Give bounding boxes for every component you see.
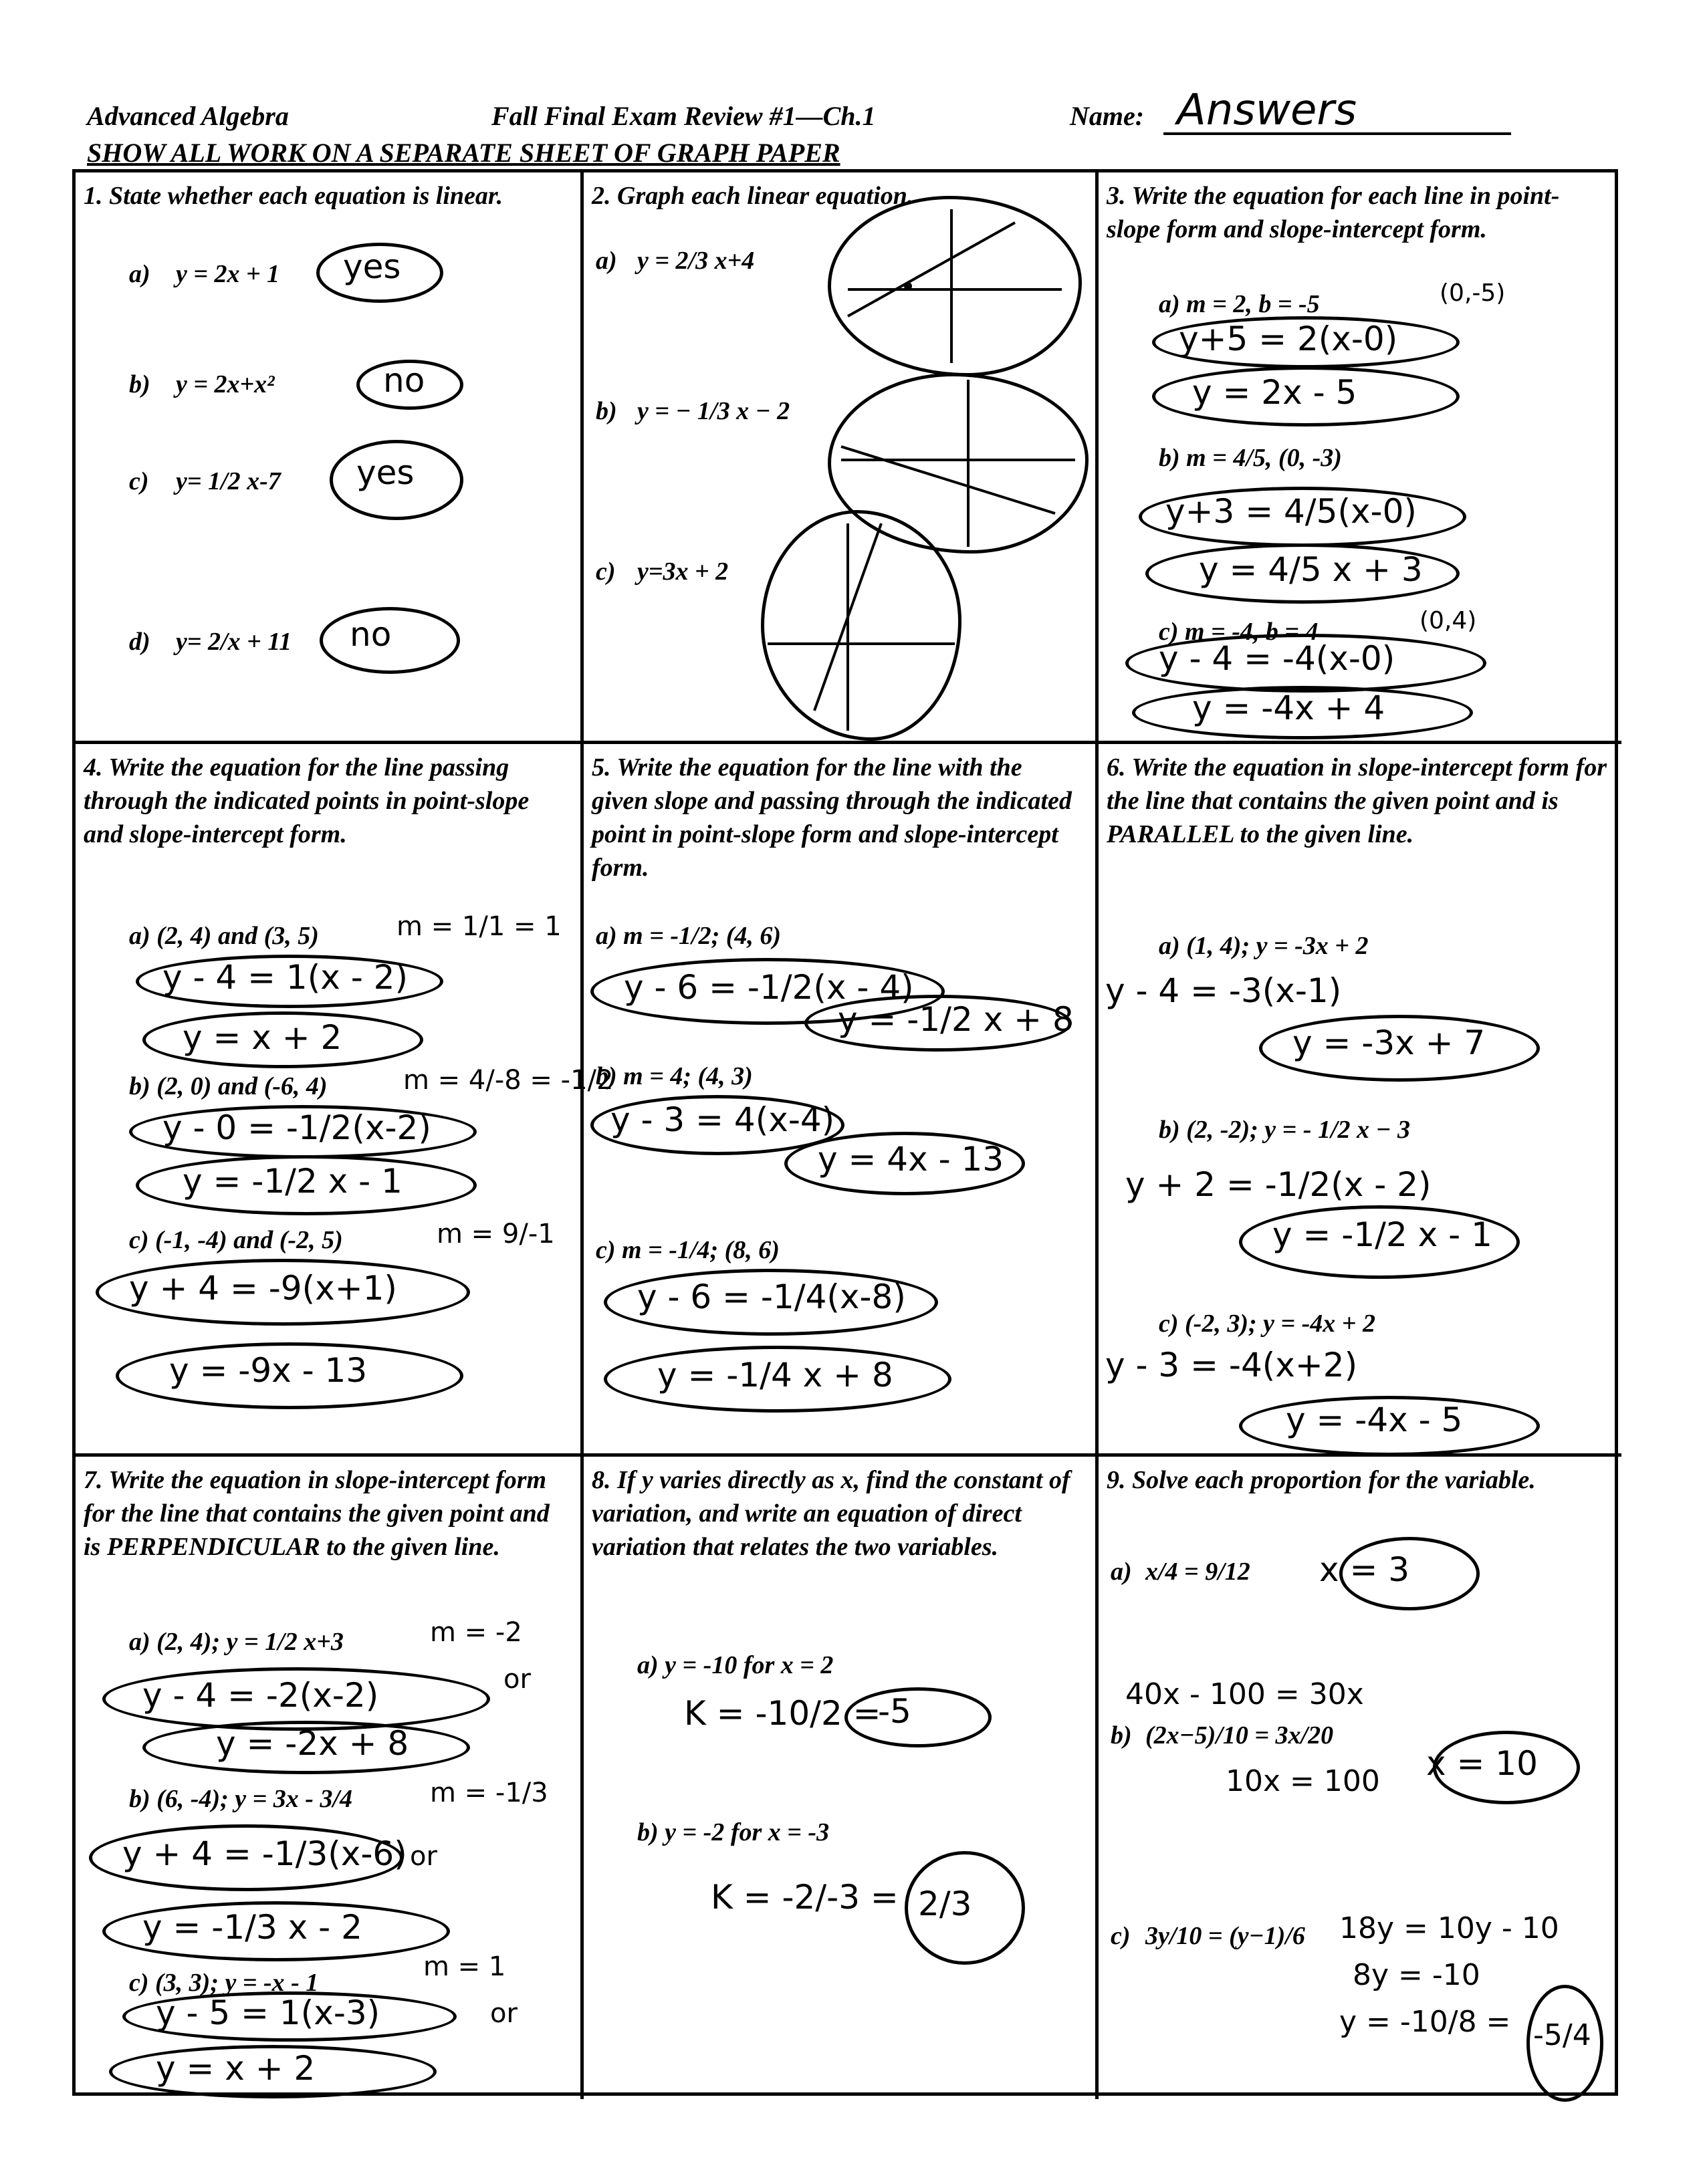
q9c-work3: y = -10/8 = xyxy=(1339,2005,1511,2039)
q6c-given: c) (-2, 3); y = -4x + 2 xyxy=(1159,1310,1375,1338)
q9b-work2: 10x = 100 xyxy=(1226,1764,1380,1798)
name-answer: Answers xyxy=(1177,86,1357,135)
q4b-ps: y - 0 = -1/2(x-2) xyxy=(162,1108,431,1147)
q2b-label: b) xyxy=(596,397,617,425)
q4-prompt: 4. Write the equation for the line passing through the indicated points in point-slope and slope-intercept form. xyxy=(84,753,530,848)
question-6 xyxy=(1099,744,1621,1457)
q6c-si: y = -4x - 5 xyxy=(1286,1401,1463,1439)
q5c-si: y = -1/4 x + 8 xyxy=(657,1356,893,1394)
q3c-given: c) m = -4, b = 4 xyxy=(1159,618,1319,646)
q1d-label: d) xyxy=(129,628,150,656)
q9b-answer: x = 10 xyxy=(1426,1744,1538,1783)
question-5 xyxy=(584,744,1099,1457)
q6-prompt: 6. Write the equation in slope-intercept form for the line that contains the given point and is PARALLEL to the given line. xyxy=(1107,753,1607,848)
q5a-si: y = -1/2 x + 8 xyxy=(838,1000,1074,1039)
q3c-ps: y - 4 = -4(x-0) xyxy=(1159,639,1395,678)
q2a-graph xyxy=(828,196,1082,376)
name-underline xyxy=(1163,132,1511,135)
q1c-equation: y= 1/2 x-7 xyxy=(176,467,281,495)
q9c-equation: 3y/10 = (y−1)/6 xyxy=(1145,1922,1305,1950)
q7c-slope: m = 1 xyxy=(423,1951,506,1982)
q8b-given: b) y = -2 for x = -3 xyxy=(637,1818,830,1846)
q4c-given: c) (-1, -4) and (-2, 5) xyxy=(129,1226,343,1254)
question-1 xyxy=(76,172,584,744)
q7c-si: y = x + 2 xyxy=(156,2049,316,2088)
q4c-ps: y + 4 = -9(x+1) xyxy=(129,1269,397,1308)
q8a-work: K = -10/2 = xyxy=(684,1694,881,1733)
q7a-slope: m = -2 xyxy=(430,1617,522,1648)
q3a-given: a) m = 2, b = -5 xyxy=(1159,290,1320,318)
q4c-si: y = -9x - 13 xyxy=(169,1351,368,1390)
q1a-equation: y = 2x + 1 xyxy=(176,260,280,288)
question-7 xyxy=(76,1457,584,2099)
q2c-equation: y=3x + 2 xyxy=(637,558,729,586)
q5c-ps: y - 6 = -1/4(x-8) xyxy=(637,1278,906,1316)
q7c-ps: y - 5 = 1(x-3) xyxy=(156,1993,380,2032)
instruction-banner: SHOW ALL WORK ON A SEPARATE SHEET OF GRAPH PAPER xyxy=(87,138,840,168)
q3b-si: y = 4/5 x + 3 xyxy=(1199,550,1423,589)
q9c-answer: -5/4 xyxy=(1533,2018,1591,2052)
q2a-label: a) xyxy=(596,247,617,275)
q3b-given: b) m = 4/5, (0, -3) xyxy=(1159,444,1342,472)
q7b-ps: y + 4 = -1/3(x-6) xyxy=(122,1834,407,1873)
q4c-slope: m = 9/-1 xyxy=(437,1219,555,1249)
q2c-label: c) xyxy=(596,558,616,586)
q1d-equation: y= 2/x + 11 xyxy=(176,628,292,656)
q5-prompt: 5. Write the equation for the line with the given slope and passing through the indicated point in point-slope form and slope-intercept form. xyxy=(592,753,1072,882)
q7b-si: y = -1/3 x - 2 xyxy=(142,1908,362,1947)
q9a-equation: x/4 = 9/12 xyxy=(1145,1558,1250,1586)
q8b-work: K = -2/-3 = xyxy=(711,1878,899,1917)
q1b-label: b) xyxy=(129,370,150,398)
q9c-work1: 18y = 10y - 10 xyxy=(1339,1911,1559,1945)
q5a-given: a) m = -1/2; (4, 6) xyxy=(596,922,782,950)
q8a-answer-circle xyxy=(844,1687,992,1747)
q7a-ps: y - 4 = -2(x-2) xyxy=(142,1676,379,1715)
q4a-ps: y - 4 = 1(x - 2) xyxy=(162,958,408,997)
q2b-equation: y = − 1/3 x − 2 xyxy=(637,397,790,425)
q1-prompt: 1. State whether each equation is linear. xyxy=(84,182,503,210)
q7b-slope: m = -1/3 xyxy=(430,1778,548,1808)
q3c-note: (0,4) xyxy=(1419,607,1477,634)
q3a-note: (0,-5) xyxy=(1440,279,1506,307)
q5b-given: b) m = 4; (4, 3) xyxy=(596,1062,753,1090)
q1c-label: c) xyxy=(129,467,149,495)
q4a-given: a) (2, 4) and (3, 5) xyxy=(129,922,319,950)
q3a-ps: y+5 = 2(x-0) xyxy=(1179,320,1398,358)
q9b-work1: 40x - 100 = 30x xyxy=(1125,1677,1364,1711)
q6a-given: a) (1, 4); y = -3x + 2 xyxy=(1159,932,1369,960)
q5a-ps: y - 6 = -1/2(x - 4) xyxy=(624,968,914,1007)
q7b-or: or xyxy=(410,1841,437,1872)
q7b-given: b) (6, -4); y = 3x - 3/4 xyxy=(129,1785,353,1813)
q7a-si: y = -2x + 8 xyxy=(216,1724,409,1763)
q4b-si: y = -1/2 x - 1 xyxy=(183,1162,403,1201)
q3c-si: y = -4x + 4 xyxy=(1192,689,1385,727)
q4a-si: y = x + 2 xyxy=(183,1018,342,1057)
q6b-si: y = -1/2 x - 1 xyxy=(1272,1215,1492,1254)
q2a-equation: y = 2/3 x+4 xyxy=(637,247,755,275)
q9c-work2: 8y = -10 xyxy=(1353,1958,1480,1992)
q3a-si: y = 2x - 5 xyxy=(1192,373,1357,412)
q7c-or: or xyxy=(490,1998,518,2029)
q9c-label: c) xyxy=(1111,1922,1131,1950)
q3-prompt: 3. Write the equation for each line in point-slope form and slope-intercept form. xyxy=(1107,182,1560,243)
question-3 xyxy=(1099,172,1621,744)
q9-prompt: 9. Solve each proportion for the variable. xyxy=(1107,1466,1536,1494)
question-2 xyxy=(584,172,1099,744)
question-4 xyxy=(76,744,614,1457)
q1c-answer: yes xyxy=(356,453,415,492)
q4b-slope: m = 4/-8 = -1/2 xyxy=(403,1065,614,1096)
q9b-label: b) xyxy=(1111,1721,1132,1749)
q1a-label: a) xyxy=(129,260,150,288)
q6a-si: y = -3x + 7 xyxy=(1292,1023,1486,1062)
q1b-answer: no xyxy=(383,361,425,400)
q5c-given: c) m = -1/4; (8, 6) xyxy=(596,1236,780,1264)
q5b-si: y = 4x - 13 xyxy=(818,1140,1004,1179)
q4b-given: b) (2, 0) and (-6, 4) xyxy=(129,1072,328,1100)
q1a-answer: yes xyxy=(343,247,401,286)
question-8 xyxy=(584,1457,1099,2099)
q5b-ps: y - 3 = 4(x-4) xyxy=(610,1100,835,1139)
q1b-equation: y = 2x+x² xyxy=(176,370,275,398)
q8-prompt: 8. If y varies directly as x, find the constant of variation, and write an equation of direct variation that relates the two variables. xyxy=(592,1466,1070,1561)
q3b-ps: y+3 = 4/5(x-0) xyxy=(1165,492,1417,531)
q7a-given: a) (2, 4); y = 1/2 x+3 xyxy=(129,1628,344,1656)
exam-title: Fall Final Exam Review #1—Ch.1 xyxy=(491,101,876,131)
q9a-label: a) xyxy=(1111,1558,1132,1586)
q8b-answer: 2/3 xyxy=(918,1885,972,1923)
q6a-ps: y - 4 = -3(x-1) xyxy=(1105,971,1342,1010)
q7-prompt: 7. Write the equation in slope-intercept form for the line that contains the given point and is PERPENDICULAR to the given line. xyxy=(84,1466,550,1561)
q2c-graph xyxy=(761,510,961,741)
question-9 xyxy=(1099,1457,1621,2099)
question-grid xyxy=(72,169,1618,2096)
name-label: Name: xyxy=(1070,101,1145,131)
q6b-given: b) (2, -2); y = - 1/2 x − 3 xyxy=(1159,1116,1411,1144)
q7c-given: c) (3, 3); y = -x - 1 xyxy=(129,1969,319,1997)
q8a-given: a) y = -10 for x = 2 xyxy=(637,1651,834,1679)
q9b-equation: (2x−5)/10 = 3x/20 xyxy=(1145,1721,1334,1749)
q7a-or: or xyxy=(503,1664,531,1695)
q2-prompt: 2. Graph each linear equation. xyxy=(592,182,914,210)
q4a-slope: m = 1/1 = 1 xyxy=(396,911,562,942)
q6b-ps: y + 2 = -1/2(x - 2) xyxy=(1125,1165,1432,1204)
q8a-answer: -5 xyxy=(878,1692,911,1731)
q6c-ps: y - 3 = -4(x+2) xyxy=(1105,1346,1358,1384)
course-title: Advanced Algebra xyxy=(87,101,289,131)
q9a-answer: x = 3 xyxy=(1319,1550,1410,1589)
q1d-answer: no xyxy=(350,615,392,654)
